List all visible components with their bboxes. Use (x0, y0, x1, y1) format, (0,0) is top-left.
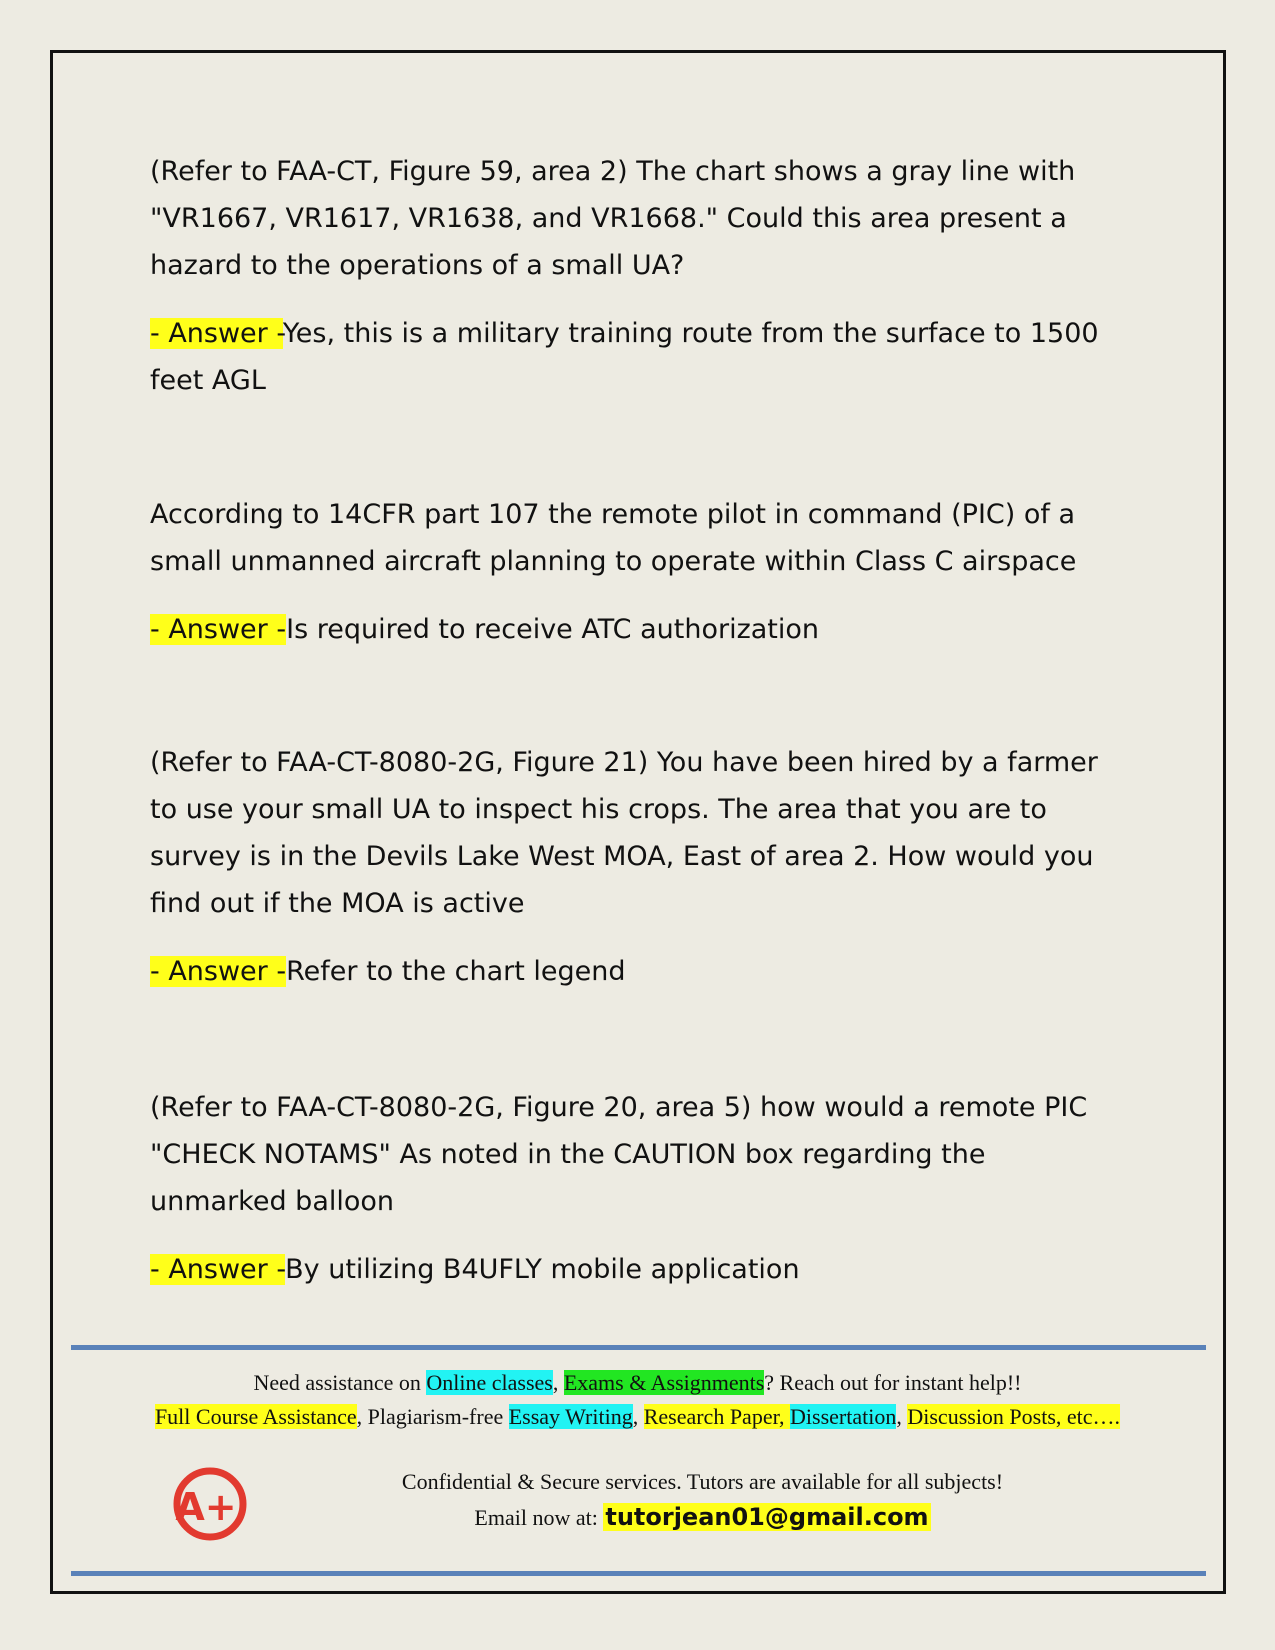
question-line: "VR1667, VR1617, VR1638, and VR1668." Could this area present a (150, 203, 1067, 234)
qa-item (150, 148, 1110, 404)
highlight-exams-assignments: Exams & Assignments (563, 1370, 765, 1395)
logo-text: A+ (175, 1485, 237, 1529)
answer-label: - Answer - (150, 614, 287, 645)
qa-item (150, 739, 1110, 995)
answer-label: - Answer - (150, 318, 283, 349)
answer-line: feet AGL (150, 365, 266, 396)
footer-email-line (185, 1501, 1220, 1534)
footer-line-3: Confidential & Secure services. Tutors are available for all subjects! (401, 1469, 1004, 1494)
answer (150, 310, 1110, 357)
qa-item (150, 491, 1110, 653)
highlight-essay-writing: Essay Writing (508, 1404, 633, 1429)
footer-text: , (896, 1404, 908, 1429)
footer-text: ? Reach out for instant help!! (764, 1370, 1022, 1395)
answer (150, 606, 1110, 653)
footer-text: , (632, 1404, 644, 1429)
answer (150, 1246, 1110, 1293)
footer-text: Need assistance on (253, 1370, 427, 1395)
qa-item (150, 1084, 1110, 1293)
question-line: find out if the MOA is active (150, 888, 525, 919)
footer-text: , Plagiarism-free (356, 1404, 509, 1429)
answer-text: By utilizing B4UFLY mobile application (285, 1254, 800, 1285)
highlight-research-paper: Research Paper, (643, 1404, 791, 1429)
highlight-discussion-posts: Discussion Posts, etc…. (907, 1404, 1121, 1429)
answer-text: Is required to receive ATC authorization (286, 614, 820, 645)
question-line: (Refer to FAA-CT-8080-2G, Figure 20, area 5) how would a remote PIC (150, 1092, 1088, 1123)
answer-label: - Answer - (150, 1254, 286, 1285)
answer (150, 948, 1110, 995)
email-label: Email now at: (474, 1505, 604, 1530)
footer-text: , (552, 1370, 564, 1395)
question-line: According to 14CFR part 107 the remote pilot in command (PIC) of a (150, 499, 1076, 530)
question-line: "CHECK NOTAMS" As noted in the CAUTION box regarding the (150, 1139, 986, 1170)
email-link[interactable]: tutorjean01@gmail.com (605, 1503, 929, 1531)
question-line: to use your small UA to inspect his crops. The area that you are to (150, 794, 1047, 825)
answer-text: Yes, this is a military training route from the surface to 1500 (282, 318, 1099, 349)
highlight-full-course: Full Course Assistance (154, 1404, 357, 1429)
answer-label: - Answer - (150, 956, 287, 987)
highlight-dissertation: Dissertation (790, 1404, 897, 1429)
question-line: (Refer to FAA-CT-8080-2G, Figure 21) You have been hired by a farmer (150, 747, 1098, 778)
footer-bottom-rule (71, 1571, 1206, 1576)
question-line: unmarked balloon (150, 1186, 395, 1217)
question-line: survey is in the Devils Lake West MOA, East of area 2. How would you (150, 841, 1094, 872)
footer-line-1 (55, 1367, 1220, 1399)
answer-text: Refer to the chart legend (286, 956, 626, 987)
highlight-online-classes: Online classes (426, 1370, 553, 1395)
question-line: small unmanned aircraft planning to operate within Class C airspace (150, 546, 1077, 577)
question-line: (Refer to FAA-CT, Figure 59, area 2) The chart shows a gray line with (150, 156, 1076, 187)
footer-line-2 (55, 1401, 1220, 1433)
question-line: hazard to the operations of a small UA? (150, 250, 685, 281)
footer-top-rule (71, 1345, 1206, 1350)
